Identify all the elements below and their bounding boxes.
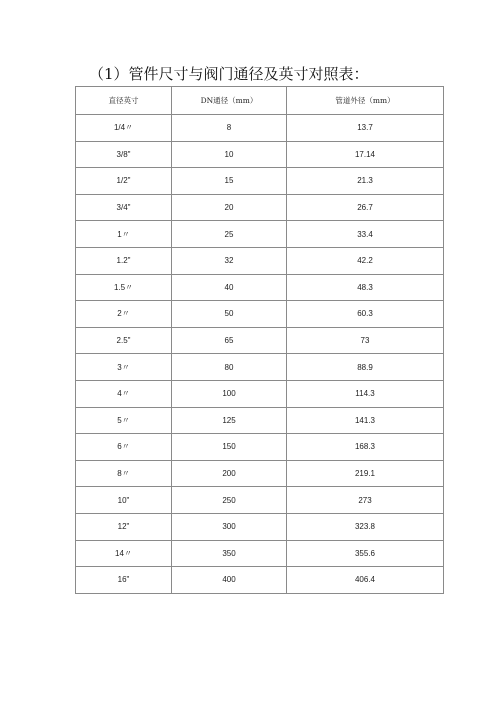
cell-dn: 25 [172,221,287,248]
cell-inch: 3/4" [76,194,172,221]
table-row [76,380,444,407]
table-header-row [76,87,444,115]
cell-inch: 6〃 [76,434,172,461]
cell-dn: 20 [172,194,287,221]
cell-inch: 12" [76,513,172,540]
table-row [76,247,444,274]
cell-inch: 16" [76,567,172,594]
cell-dn: 200 [172,460,287,487]
cell-inch: 1.2" [76,247,172,274]
table-row [76,567,444,594]
cell-od: 13.7 [287,115,444,142]
cell-od: 42.2 [287,247,444,274]
cell-od: 273 [287,487,444,514]
cell-od: 355.6 [287,540,444,567]
table-row [76,354,444,381]
table-row [76,168,444,195]
cell-inch: 3/8" [76,141,172,168]
cell-od: 26.7 [287,194,444,221]
header-diameter-inch: 直径英寸 [76,87,172,115]
cell-od: 60.3 [287,301,444,328]
cell-dn: 250 [172,487,287,514]
cell-od: 406.4 [287,567,444,594]
table-row [76,301,444,328]
cell-inch: 14〃 [76,540,172,567]
table-row [76,274,444,301]
cell-inch: 1/2" [76,168,172,195]
cell-dn: 80 [172,354,287,381]
table-row [76,460,444,487]
cell-od: 88.9 [287,354,444,381]
table-row [76,327,444,354]
cell-inch: 1.5〃 [76,274,172,301]
table-body [76,115,444,594]
document-title: （1）管件尺寸与阀门通径及英寸对照表： [89,65,369,83]
table-row [76,407,444,434]
table-row [76,513,444,540]
cell-inch: 2.5" [76,327,172,354]
cell-dn: 300 [172,513,287,540]
cell-od: 219.1 [287,460,444,487]
cell-od: 48.3 [287,274,444,301]
cell-inch: 5〃 [76,407,172,434]
cell-od: 17.14 [287,141,444,168]
table-row [76,115,444,142]
cell-inch: 8〃 [76,460,172,487]
cell-inch: 2〃 [76,301,172,328]
cell-od: 168.3 [287,434,444,461]
cell-dn: 350 [172,540,287,567]
cell-dn: 50 [172,301,287,328]
cell-inch: 4〃 [76,380,172,407]
cell-dn: 8 [172,115,287,142]
cell-dn: 32 [172,247,287,274]
cell-dn: 400 [172,567,287,594]
cell-inch: 3〃 [76,354,172,381]
cell-dn: 65 [172,327,287,354]
cell-dn: 40 [172,274,287,301]
cell-dn: 10 [172,141,287,168]
table-row [76,434,444,461]
cell-od: 323.8 [287,513,444,540]
table-row [76,487,444,514]
cell-dn: 100 [172,380,287,407]
cell-od: 73 [287,327,444,354]
table-row [76,221,444,248]
header-dn-bore: DN通径（mm） [172,87,287,115]
cell-inch: 10" [76,487,172,514]
cell-od: 21.3 [287,168,444,195]
cell-od: 114.3 [287,380,444,407]
header-outer-diameter: 管道外径（mm） [287,87,444,115]
table-row [76,540,444,567]
table-row [76,141,444,168]
cell-inch: 1/4〃 [76,115,172,142]
cell-dn: 125 [172,407,287,434]
cell-od: 141.3 [287,407,444,434]
table-row [76,194,444,221]
cell-od: 33.4 [287,221,444,248]
cell-inch: 1〃 [76,221,172,248]
cell-dn: 150 [172,434,287,461]
cell-dn: 15 [172,168,287,195]
pipe-size-table [75,86,444,594]
